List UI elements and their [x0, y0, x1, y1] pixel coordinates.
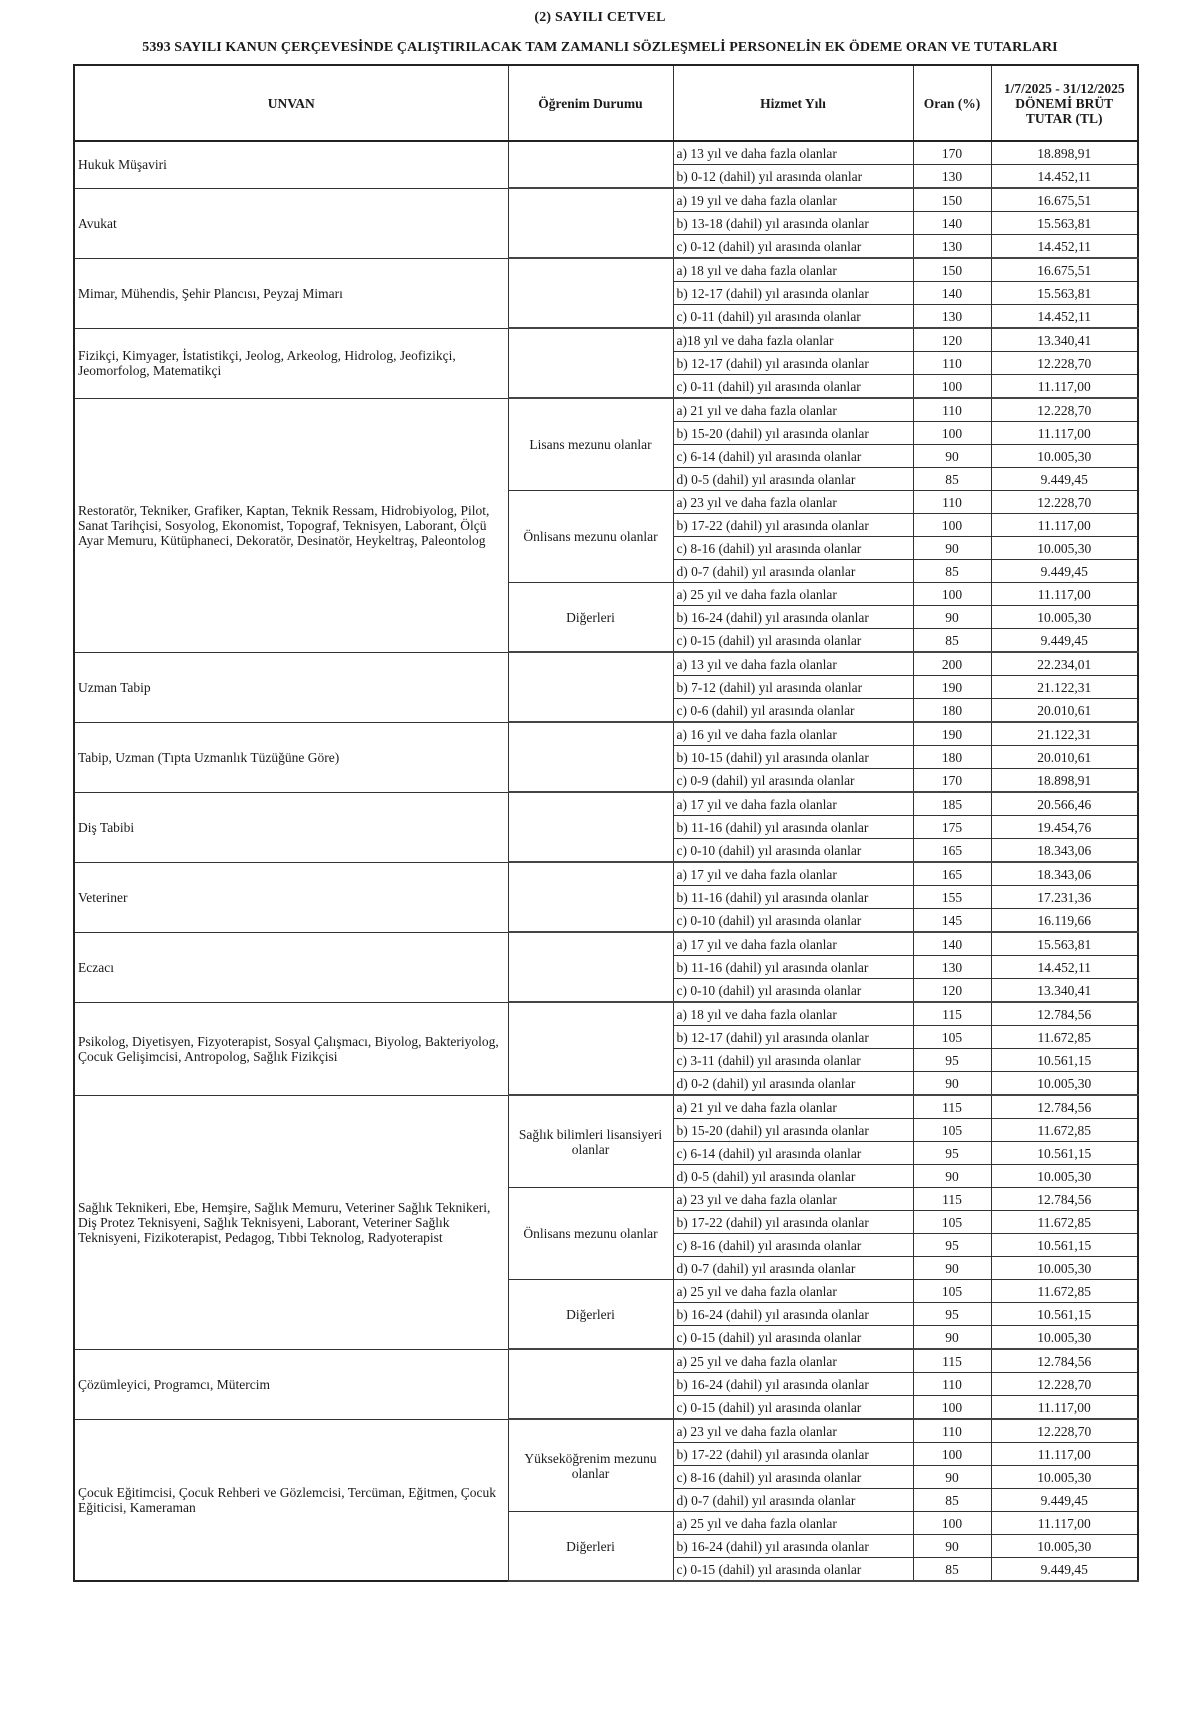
oran-cell: 140	[913, 212, 991, 235]
oran-cell: 190	[913, 676, 991, 699]
hizmet-yili-cell: b) 13-18 (dahil) yıl arasında olanlar	[673, 212, 913, 235]
table-row	[74, 328, 1138, 352]
oran-cell: 100	[913, 375, 991, 399]
oran-cell: 130	[913, 235, 991, 259]
table-row	[74, 1419, 1138, 1443]
brut-tutar-cell: 10.005,30	[991, 445, 1138, 468]
hizmet-yili-cell: c) 0-10 (dahil) yıl arasında olanlar	[673, 909, 913, 933]
oran-cell: 115	[913, 1188, 991, 1211]
brut-tutar-cell: 19.454,76	[991, 816, 1138, 839]
hizmet-yili-cell: b) 10-15 (dahil) yıl arasında olanlar	[673, 746, 913, 769]
brut-tutar-cell: 12.228,70	[991, 398, 1138, 422]
brut-tutar-cell: 10.005,30	[991, 606, 1138, 629]
table-body	[74, 141, 1138, 1581]
hizmet-yili-cell: b) 17-22 (dahil) yıl arasında olanlar	[673, 514, 913, 537]
brut-tutar-cell: 10.561,15	[991, 1049, 1138, 1072]
brut-tutar-cell: 16.675,51	[991, 258, 1138, 282]
hizmet-yili-cell: b) 15-20 (dahil) yıl arasında olanlar	[673, 1119, 913, 1142]
hizmet-yili-cell: d) 0-2 (dahil) yıl arasında olanlar	[673, 1072, 913, 1096]
hizmet-yili-cell: c) 0-12 (dahil) yıl arasında olanlar	[673, 235, 913, 259]
header-tutar-tl: TUTAR (TL)	[1025, 110, 1103, 126]
oran-cell: 95	[913, 1303, 991, 1326]
hizmet-yili-cell: a) 18 yıl ve daha fazla olanlar	[673, 1002, 913, 1026]
table-row	[74, 862, 1138, 886]
brut-tutar-cell: 11.672,85	[991, 1280, 1138, 1303]
table-row	[74, 258, 1138, 282]
header-ogrenim-durumu: Öğrenim Durumu	[508, 65, 673, 141]
oran-cell: 170	[913, 769, 991, 793]
hizmet-yili-cell: d) 0-7 (dahil) yıl arasında olanlar	[673, 1489, 913, 1512]
brut-tutar-cell: 10.005,30	[991, 1466, 1138, 1489]
hizmet-yili-cell: a) 13 yıl ve daha fazla olanlar	[673, 141, 913, 165]
ogrenim-durumu-cell: Sağlık bilimleri lisansiyeri olanlar	[508, 1095, 673, 1188]
oran-cell: 105	[913, 1211, 991, 1234]
brut-tutar-cell: 12.228,70	[991, 352, 1138, 375]
unvan-cell: Restoratör, Tekniker, Grafiker, Kaptan, Teknik Ressam, Hidrobiyolog, Pilot, Sanat Tarihçisi, Sosyolog, Ekonomist, Topograf, Teknisyen, Laborant, Ölçü Ayar Memuru, Kütüphaneci, Dekoratör, Desinatör, Heykeltraş, Paleontolog	[74, 398, 508, 652]
unvan-cell: Eczacı	[74, 932, 508, 1002]
brut-tutar-cell: 14.452,11	[991, 235, 1138, 259]
oran-cell: 90	[913, 537, 991, 560]
brut-tutar-cell: 12.784,56	[991, 1188, 1138, 1211]
header-oran: Oran (%)	[913, 65, 991, 141]
oran-cell: 155	[913, 886, 991, 909]
hizmet-yili-cell: a) 17 yıl ve daha fazla olanlar	[673, 792, 913, 816]
unvan-cell: Diş Tabibi	[74, 792, 508, 862]
oran-cell: 100	[913, 422, 991, 445]
table-row	[74, 722, 1138, 746]
ogrenim-durumu-cell: Önlisans mezunu olanlar	[508, 1188, 673, 1280]
brut-tutar-cell: 9.449,45	[991, 1558, 1138, 1582]
brut-tutar-cell: 10.005,30	[991, 1257, 1138, 1280]
hizmet-yili-cell: a) 21 yıl ve daha fazla olanlar	[673, 398, 913, 422]
hizmet-yili-cell: d) 0-7 (dahil) yıl arasında olanlar	[673, 560, 913, 583]
brut-tutar-cell: 9.449,45	[991, 1489, 1138, 1512]
ogrenim-durumu-cell	[508, 1349, 673, 1419]
oran-cell: 90	[913, 1535, 991, 1558]
brut-tutar-cell: 12.784,56	[991, 1002, 1138, 1026]
brut-tutar-cell: 18.343,06	[991, 862, 1138, 886]
oran-cell: 130	[913, 305, 991, 329]
hizmet-yili-cell: d) 0-5 (dahil) yıl arasında olanlar	[673, 468, 913, 491]
oran-cell: 105	[913, 1280, 991, 1303]
hizmet-yili-cell: c) 6-14 (dahil) yıl arasında olanlar	[673, 445, 913, 468]
brut-tutar-cell: 12.228,70	[991, 1419, 1138, 1443]
hizmet-yili-cell: c) 3-11 (dahil) yıl arasında olanlar	[673, 1049, 913, 1072]
hizmet-yili-cell: c) 0-10 (dahil) yıl arasında olanlar	[673, 839, 913, 863]
hizmet-yili-cell: b) 16-24 (dahil) yıl arasında olanlar	[673, 1535, 913, 1558]
ogrenim-durumu-cell	[508, 141, 673, 188]
oran-cell: 165	[913, 839, 991, 863]
ogrenim-durumu-cell: Diğerleri	[508, 1280, 673, 1350]
ogrenim-durumu-cell	[508, 862, 673, 932]
brut-tutar-cell: 13.340,41	[991, 979, 1138, 1003]
ogrenim-durumu-cell	[508, 328, 673, 398]
header-unvan: UNVAN	[74, 65, 508, 141]
brut-tutar-cell: 11.672,85	[991, 1026, 1138, 1049]
brut-tutar-cell: 12.228,70	[991, 1373, 1138, 1396]
oran-cell: 95	[913, 1142, 991, 1165]
brut-tutar-cell: 10.005,30	[991, 1326, 1138, 1350]
unvan-cell: Veteriner	[74, 862, 508, 932]
hizmet-yili-cell: c) 0-10 (dahil) yıl arasında olanlar	[673, 979, 913, 1003]
brut-tutar-cell: 14.452,11	[991, 165, 1138, 189]
oran-cell: 110	[913, 491, 991, 514]
hizmet-yili-cell: b) 12-17 (dahil) yıl arasında olanlar	[673, 282, 913, 305]
brut-tutar-cell: 11.117,00	[991, 1396, 1138, 1420]
oran-cell: 115	[913, 1002, 991, 1026]
hizmet-yili-cell: b) 11-16 (dahil) yıl arasında olanlar	[673, 956, 913, 979]
oran-cell: 100	[913, 1512, 991, 1535]
brut-tutar-cell: 11.117,00	[991, 1443, 1138, 1466]
brut-tutar-cell: 11.117,00	[991, 375, 1138, 399]
oran-cell: 190	[913, 722, 991, 746]
brut-tutar-cell: 18.343,06	[991, 839, 1138, 863]
unvan-cell: Tabip, Uzman (Tıpta Uzmanlık Tüzüğüne Göre)	[74, 722, 508, 792]
oran-cell: 180	[913, 746, 991, 769]
hizmet-yili-cell: a) 23 yıl ve daha fazla olanlar	[673, 491, 913, 514]
hizmet-yili-cell: a) 23 yıl ve daha fazla olanlar	[673, 1188, 913, 1211]
hizmet-yili-cell: c) 8-16 (dahil) yıl arasında olanlar	[673, 537, 913, 560]
ogrenim-durumu-cell	[508, 932, 673, 1002]
table-row	[74, 1002, 1138, 1026]
hizmet-yili-cell: a) 21 yıl ve daha fazla olanlar	[673, 1095, 913, 1119]
hizmet-yili-cell: b) 17-22 (dahil) yıl arasında olanlar	[673, 1211, 913, 1234]
brut-tutar-cell: 20.566,46	[991, 792, 1138, 816]
ogrenim-durumu-cell: Yükseköğrenim mezunu olanlar	[508, 1419, 673, 1512]
hizmet-yili-cell: b) 12-17 (dahil) yıl arasında olanlar	[673, 352, 913, 375]
brut-tutar-cell: 18.898,91	[991, 769, 1138, 793]
hizmet-yili-cell: a)18 yıl ve daha fazla olanlar	[673, 328, 913, 352]
oran-cell: 170	[913, 141, 991, 165]
hizmet-yili-cell: a) 25 yıl ve daha fazla olanlar	[673, 1349, 913, 1373]
oran-cell: 95	[913, 1234, 991, 1257]
oran-cell: 150	[913, 188, 991, 212]
hizmet-yili-cell: c) 0-15 (dahil) yıl arasında olanlar	[673, 1396, 913, 1420]
brut-tutar-cell: 11.672,85	[991, 1211, 1138, 1234]
brut-tutar-cell: 9.449,45	[991, 560, 1138, 583]
oran-cell: 100	[913, 514, 991, 537]
brut-tutar-cell: 20.010,61	[991, 746, 1138, 769]
ogrenim-durumu-cell	[508, 258, 673, 328]
hizmet-yili-cell: c) 0-11 (dahil) yıl arasında olanlar	[673, 375, 913, 399]
oran-cell: 90	[913, 1466, 991, 1489]
oran-cell: 100	[913, 1396, 991, 1420]
hizmet-yili-cell: a) 17 yıl ve daha fazla olanlar	[673, 862, 913, 886]
oran-cell: 100	[913, 1443, 991, 1466]
table-header-row	[74, 65, 1138, 141]
document-subtitle: 5393 SAYILI KANUN ÇERÇEVESİNDE ÇALIŞTIRILACAK TAM ZAMANLI SÖZLEŞMELİ PERSONELİN EK ÖDEME ORAN VE TUTARLARI	[142, 40, 1058, 55]
oran-cell: 200	[913, 652, 991, 676]
oran-cell: 90	[913, 1165, 991, 1188]
hizmet-yili-cell: c) 0-15 (dahil) yıl arasında olanlar	[673, 629, 913, 653]
brut-tutar-cell: 10.561,15	[991, 1303, 1138, 1326]
brut-tutar-cell: 13.340,41	[991, 328, 1138, 352]
brut-tutar-cell: 11.117,00	[991, 514, 1138, 537]
brut-tutar-cell: 10.005,30	[991, 1072, 1138, 1096]
oran-cell: 115	[913, 1349, 991, 1373]
brut-tutar-cell: 15.563,81	[991, 932, 1138, 956]
hizmet-yili-cell: d) 0-5 (dahil) yıl arasında olanlar	[673, 1165, 913, 1188]
hizmet-yili-cell: b) 16-24 (dahil) yıl arasında olanlar	[673, 1373, 913, 1396]
brut-tutar-cell: 14.452,11	[991, 305, 1138, 329]
oran-cell: 105	[913, 1026, 991, 1049]
oran-cell: 140	[913, 282, 991, 305]
brut-tutar-cell: 10.005,30	[991, 1165, 1138, 1188]
hizmet-yili-cell: a) 25 yıl ve daha fazla olanlar	[673, 583, 913, 606]
oran-cell: 130	[913, 956, 991, 979]
hizmet-yili-cell: c) 0-6 (dahil) yıl arasında olanlar	[673, 699, 913, 723]
ogrenim-durumu-cell: Lisans mezunu olanlar	[508, 398, 673, 491]
hizmet-yili-cell: a) 17 yıl ve daha fazla olanlar	[673, 932, 913, 956]
table-row	[74, 652, 1138, 676]
hizmet-yili-cell: b) 0-12 (dahil) yıl arasında olanlar	[673, 165, 913, 189]
oran-cell: 180	[913, 699, 991, 723]
hizmet-yili-cell: b) 16-24 (dahil) yıl arasında olanlar	[673, 1303, 913, 1326]
ogrenim-durumu-cell	[508, 722, 673, 792]
brut-tutar-cell: 15.563,81	[991, 282, 1138, 305]
hizmet-yili-cell: a) 16 yıl ve daha fazla olanlar	[673, 722, 913, 746]
oran-cell: 165	[913, 862, 991, 886]
hizmet-yili-cell: c) 8-16 (dahil) yıl arasında olanlar	[673, 1466, 913, 1489]
hizmet-yili-cell: b) 12-17 (dahil) yıl arasında olanlar	[673, 1026, 913, 1049]
unvan-cell: Sağlık Teknikeri, Ebe, Hemşire, Sağlık Memuru, Veteriner Sağlık Teknikeri, Diş Protez Teknisyeni, Sağlık Teknisyeni, Laborant, Veteriner Sağlık Teknisyeni, Fizikoterapist, Pedagog, Tıbbi Teknolog, Radyoterapist	[74, 1095, 508, 1349]
oran-cell: 95	[913, 1049, 991, 1072]
unvan-cell: Fizikçi, Kimyager, İstatistikçi, Jeolog, Arkeolog, Hidrolog, Jeofizikçi, Jeomorfolog, Matematikçi	[74, 328, 508, 398]
hizmet-yili-cell: d) 0-7 (dahil) yıl arasında olanlar	[673, 1257, 913, 1280]
hizmet-yili-cell: c) 0-9 (dahil) yıl arasında olanlar	[673, 769, 913, 793]
table-row	[74, 1095, 1138, 1119]
brut-tutar-cell: 15.563,81	[991, 212, 1138, 235]
brut-tutar-cell: 16.119,66	[991, 909, 1138, 933]
oran-cell: 85	[913, 1489, 991, 1512]
oran-cell: 85	[913, 560, 991, 583]
oran-cell: 90	[913, 1257, 991, 1280]
hizmet-yili-cell: a) 25 yıl ve daha fazla olanlar	[673, 1280, 913, 1303]
brut-tutar-cell: 11.117,00	[991, 1512, 1138, 1535]
table-row	[74, 398, 1138, 422]
hizmet-yili-cell: c) 0-11 (dahil) yıl arasında olanlar	[673, 305, 913, 329]
hizmet-yili-cell: b) 11-16 (dahil) yıl arasında olanlar	[673, 886, 913, 909]
oran-cell: 110	[913, 352, 991, 375]
brut-tutar-cell: 16.675,51	[991, 188, 1138, 212]
document-title: (2) SAYILI CETVEL	[534, 10, 666, 25]
header-tutar-donemi: DÖNEMİ BRÜT	[1015, 95, 1114, 111]
header-brut-tutar	[991, 65, 1138, 141]
brut-tutar-cell: 11.672,85	[991, 1119, 1138, 1142]
ogrenim-durumu-cell	[508, 792, 673, 862]
oran-cell: 90	[913, 445, 991, 468]
oran-cell: 110	[913, 1373, 991, 1396]
brut-tutar-cell: 10.561,15	[991, 1142, 1138, 1165]
oran-cell: 110	[913, 1419, 991, 1443]
table-row	[74, 141, 1138, 165]
hizmet-yili-cell: a) 19 yıl ve daha fazla olanlar	[673, 188, 913, 212]
brut-tutar-cell: 20.010,61	[991, 699, 1138, 723]
table-row	[74, 932, 1138, 956]
brut-tutar-cell: 14.452,11	[991, 956, 1138, 979]
oran-cell: 130	[913, 165, 991, 189]
hizmet-yili-cell: b) 16-24 (dahil) yıl arasında olanlar	[673, 606, 913, 629]
ogrenim-durumu-cell: Önlisans mezunu olanlar	[508, 491, 673, 583]
oran-cell: 115	[913, 1095, 991, 1119]
unvan-cell: Uzman Tabip	[74, 652, 508, 722]
brut-tutar-cell: 12.228,70	[991, 491, 1138, 514]
hizmet-yili-cell: a) 25 yıl ve daha fazla olanlar	[673, 1512, 913, 1535]
oran-cell: 90	[913, 1326, 991, 1350]
oran-cell: 105	[913, 1119, 991, 1142]
oran-cell: 85	[913, 629, 991, 653]
table-row	[74, 188, 1138, 212]
brut-tutar-cell: 9.449,45	[991, 629, 1138, 653]
brut-tutar-cell: 17.231,36	[991, 886, 1138, 909]
table-row	[74, 1349, 1138, 1373]
unvan-cell: Çözümleyici, Programcı, Mütercim	[74, 1349, 508, 1419]
brut-tutar-cell: 21.122,31	[991, 676, 1138, 699]
unvan-cell: Çocuk Eğitimcisi, Çocuk Rehberi ve Gözlemcisi, Tercüman, Eğitmen, Çocuk Eğiticisi, Kameraman	[74, 1419, 508, 1581]
oran-cell: 120	[913, 328, 991, 352]
brut-tutar-cell: 12.784,56	[991, 1095, 1138, 1119]
oran-cell: 85	[913, 468, 991, 491]
brut-tutar-cell: 11.117,00	[991, 583, 1138, 606]
hizmet-yili-cell: b) 11-16 (dahil) yıl arasında olanlar	[673, 816, 913, 839]
brut-tutar-cell: 12.784,56	[991, 1349, 1138, 1373]
ogrenim-durumu-cell	[508, 188, 673, 258]
oran-cell: 185	[913, 792, 991, 816]
brut-tutar-cell: 21.122,31	[991, 722, 1138, 746]
table-row	[74, 792, 1138, 816]
brut-tutar-cell: 22.234,01	[991, 652, 1138, 676]
oran-cell: 175	[913, 816, 991, 839]
unvan-cell: Avukat	[74, 188, 508, 258]
header-hizmet-yili: Hizmet Yılı	[673, 65, 913, 141]
header-tutar-period: 1/7/2025 - 31/12/2025	[1003, 80, 1125, 96]
oran-cell: 150	[913, 258, 991, 282]
hizmet-yili-cell: a) 23 yıl ve daha fazla olanlar	[673, 1419, 913, 1443]
ogrenim-durumu-cell: Diğerleri	[508, 583, 673, 653]
oran-cell: 85	[913, 1558, 991, 1582]
hizmet-yili-cell: a) 13 yıl ve daha fazla olanlar	[673, 652, 913, 676]
oran-cell: 145	[913, 909, 991, 933]
oran-cell: 140	[913, 932, 991, 956]
hizmet-yili-cell: c) 0-15 (dahil) yıl arasında olanlar	[673, 1326, 913, 1350]
ogrenim-durumu-cell	[508, 1002, 673, 1095]
oran-cell: 90	[913, 1072, 991, 1096]
brut-tutar-cell: 9.449,45	[991, 468, 1138, 491]
oran-cell: 100	[913, 583, 991, 606]
oran-cell: 120	[913, 979, 991, 1003]
unvan-cell: Hukuk Müşaviri	[74, 141, 508, 188]
unvan-cell: Mimar, Mühendis, Şehir Plancısı, Peyzaj Mimarı	[74, 258, 508, 328]
hizmet-yili-cell: a) 18 yıl ve daha fazla olanlar	[673, 258, 913, 282]
brut-tutar-cell: 10.561,15	[991, 1234, 1138, 1257]
hizmet-yili-cell: b) 17-22 (dahil) yıl arasında olanlar	[673, 1443, 913, 1466]
ogrenim-durumu-cell	[508, 652, 673, 722]
brut-tutar-cell: 18.898,91	[991, 141, 1138, 165]
ogrenim-durumu-cell: Diğerleri	[508, 1512, 673, 1582]
hizmet-yili-cell: c) 6-14 (dahil) yıl arasında olanlar	[673, 1142, 913, 1165]
oran-cell: 90	[913, 606, 991, 629]
brut-tutar-cell: 10.005,30	[991, 537, 1138, 560]
hizmet-yili-cell: c) 0-15 (dahil) yıl arasında olanlar	[673, 1558, 913, 1582]
payment-rate-table	[73, 64, 1139, 1582]
unvan-cell: Psikolog, Diyetisyen, Fizyoterapist, Sosyal Çalışmacı, Biyolog, Bakteriyolog, Çocuk Gelişimcisi, Antropolog, Sağlık Fizikçisi	[74, 1002, 508, 1095]
oran-cell: 110	[913, 398, 991, 422]
hizmet-yili-cell: c) 8-16 (dahil) yıl arasında olanlar	[673, 1234, 913, 1257]
hizmet-yili-cell: b) 7-12 (dahil) yıl arasında olanlar	[673, 676, 913, 699]
hizmet-yili-cell: b) 15-20 (dahil) yıl arasında olanlar	[673, 422, 913, 445]
brut-tutar-cell: 10.005,30	[991, 1535, 1138, 1558]
brut-tutar-cell: 11.117,00	[991, 422, 1138, 445]
